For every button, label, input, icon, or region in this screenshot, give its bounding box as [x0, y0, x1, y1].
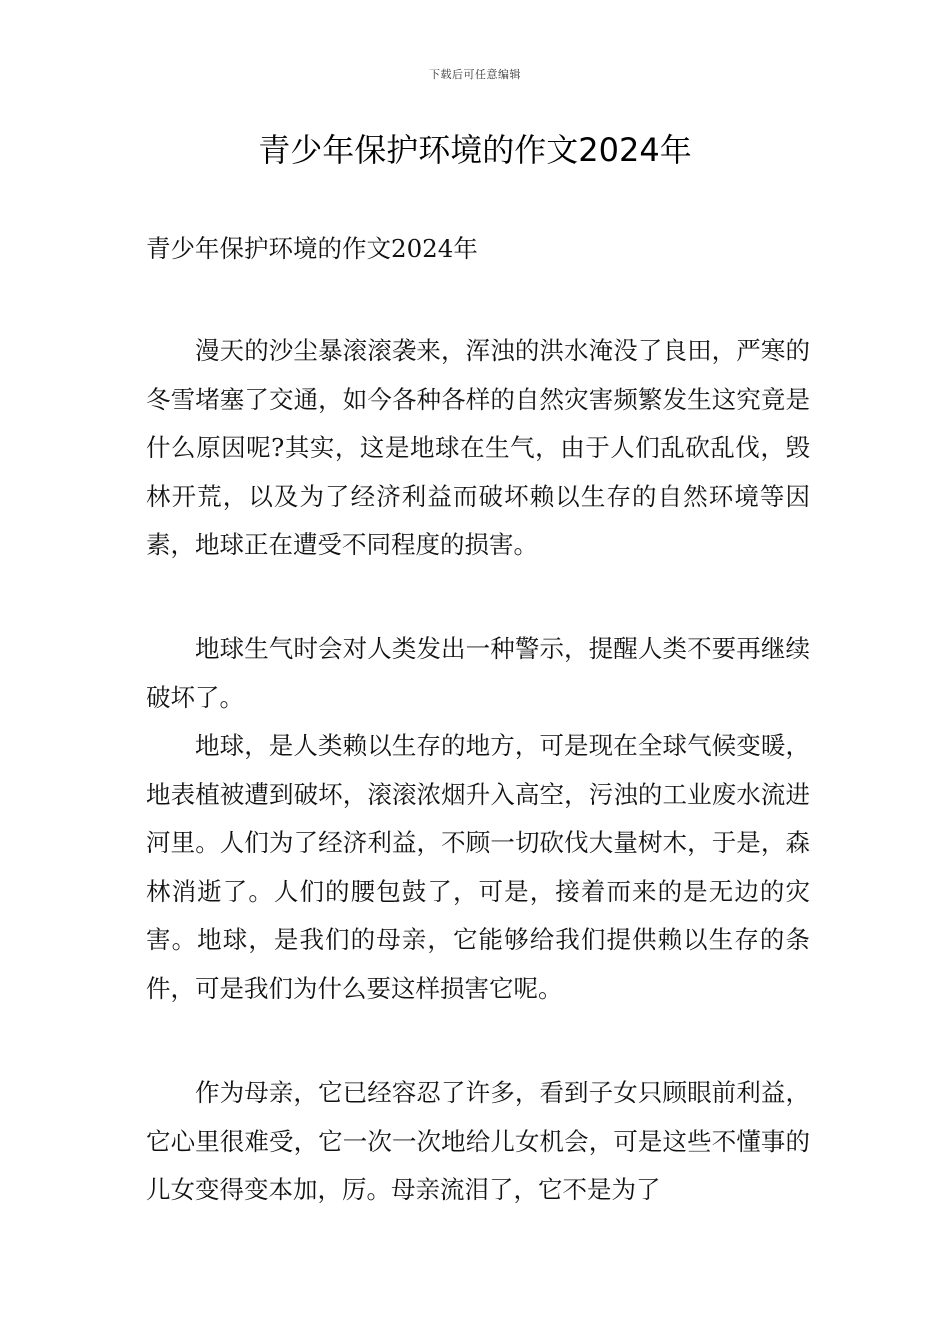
paragraph-3: 地球，是人类赖以生存的地方，可是现在全球气候变暖，地表植被遭到破坏，滚滚浓烟升入高空，污浊的工业废水流进河里。人们为了经济利益，不顾一切砍伐大量树木，于是，森林消逝了。人们的腰包鼓了，可是，接着而来的是无边的灾害。地球，是我们的母亲，它能够给我们提供赖以生存的条件，可是我们为什么要这样损害它呢。 — [146, 731, 810, 1003]
document-title: 青少年保护环境的作文2024年 — [258, 131, 692, 169]
document-subtitle: 青少年保护环境的作文2024年 — [146, 234, 478, 263]
header-note: 下载后可任意编辑 — [429, 68, 521, 81]
paragraph-1: 漫天的沙尘暴滚滚袭来，浑浊的洪水淹没了良田，严寒的冬雪堵塞了交通，如今各种各样的自然灾害频繁发生这究竟是什么原因呢?其实，这是地球在生气，由于人们乱砍乱伐，毁林开荒，以及为了经济利益而破坏赖以生存的自然环境等因素，地球正在遭受不同程度的损害。 — [146, 336, 810, 559]
paragraph-4: 作为母亲，它已经容忍了许多，看到子女只顾眼前利益，它心里很难受，它一次一次地给儿女机会，可是这些不懂事的儿女变得变本加，厉。母亲流泪了，它不是为了 — [146, 1078, 810, 1204]
paragraph-2: 地球生气时会对人类发出一种警示，提醒人类不要再继续破坏了。 — [146, 634, 810, 712]
